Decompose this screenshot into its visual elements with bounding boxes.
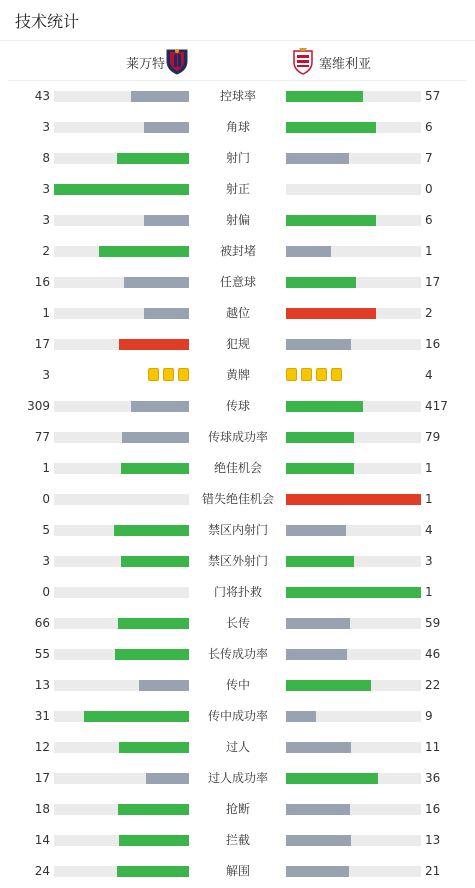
home-stat-bar-fill xyxy=(115,649,189,660)
home-stat-bar-track xyxy=(54,649,189,660)
home-stat-bar-fill xyxy=(131,91,189,102)
away-stat-value: 36 xyxy=(425,771,441,785)
away-stat-bar-track xyxy=(286,835,421,846)
away-stat-bar-track xyxy=(286,773,421,784)
section-title: 技术统计 xyxy=(15,12,80,31)
away-stat-bar-track xyxy=(286,122,421,133)
home-stat-bar-fill xyxy=(144,215,189,226)
home-stat-value: 2 xyxy=(42,244,50,258)
away-stat-bar-track xyxy=(286,432,421,443)
home-stat-bar-fill xyxy=(119,742,189,753)
away-stat-bar-track xyxy=(286,463,421,474)
home-stat-bar-fill xyxy=(99,246,189,257)
home-stat-bar-fill xyxy=(54,184,189,195)
home-stat-bar-track xyxy=(54,91,189,102)
home-stat-bar-track xyxy=(54,680,189,691)
home-stat-bar-track xyxy=(54,525,189,536)
away-stat-bar-fill xyxy=(286,773,378,784)
away-stat-value: 9 xyxy=(425,709,433,723)
away-stat-bar-fill xyxy=(286,556,354,567)
sevilla-crest-icon[interactable] xyxy=(291,47,315,75)
stat-row xyxy=(0,453,475,484)
home-stat-value: 3 xyxy=(42,368,50,382)
away-stat-value: 16 xyxy=(425,802,441,816)
away-stat-value: 417 xyxy=(425,399,448,413)
away-stat-value: 2 xyxy=(425,306,433,320)
home-stat-bar-fill xyxy=(117,866,189,877)
stat-label: 过人 xyxy=(225,740,250,754)
stat-row xyxy=(0,484,475,515)
home-stat-bar-fill xyxy=(122,432,189,443)
away-stat-value: 1 xyxy=(425,492,433,506)
away-stat-value: 1 xyxy=(425,585,433,599)
stat-label: 传中 xyxy=(225,678,250,692)
stat-row xyxy=(0,112,475,143)
stat-label: 拦截 xyxy=(225,833,250,847)
stat-row xyxy=(0,825,475,856)
home-stat-bar-track xyxy=(54,122,189,133)
levante-crest-icon[interactable] xyxy=(165,47,189,75)
team-header xyxy=(8,41,466,81)
away-stat-value: 4 xyxy=(425,368,433,382)
away-stat-bar-fill xyxy=(286,339,351,350)
away-stat-bar-track xyxy=(286,494,421,505)
home-stat-value: 12 xyxy=(34,740,50,754)
stat-row xyxy=(0,391,475,422)
away-stat-value: 16 xyxy=(425,337,441,351)
away-stat-value: 0 xyxy=(425,182,433,196)
home-stat-bar-fill xyxy=(84,711,189,722)
away-stat-bar-track xyxy=(286,525,421,536)
home-stat-value: 18 xyxy=(34,802,50,816)
home-stat-bar-fill xyxy=(114,525,189,536)
home-stat-bar-fill xyxy=(144,122,189,133)
home-stat-bar-track xyxy=(54,773,189,784)
stat-row xyxy=(0,205,475,236)
home-stat-bar-track xyxy=(54,556,189,567)
stat-row xyxy=(0,670,475,701)
home-stat-bar-fill xyxy=(118,618,189,629)
stat-row xyxy=(0,360,475,391)
stat-row xyxy=(0,515,475,546)
home-yellow-cards xyxy=(148,368,189,382)
stat-row xyxy=(0,81,475,112)
home-stat-bar-track xyxy=(54,246,189,257)
away-stat-bar-track xyxy=(286,246,421,257)
home-stat-bar-fill xyxy=(119,835,189,846)
home-stat-bar-fill xyxy=(117,153,189,164)
home-stat-bar-track xyxy=(54,494,189,505)
home-stat-value: 66 xyxy=(34,616,50,630)
away-stat-bar-fill xyxy=(286,866,349,877)
home-stat-value: 309 xyxy=(27,399,50,413)
away-stat-bar-fill xyxy=(286,649,347,660)
away-stat-value: 79 xyxy=(425,430,441,444)
stat-label: 错失绝佳机会 xyxy=(201,492,274,506)
away-stat-bar-fill xyxy=(286,463,354,474)
away-stat-bar-track xyxy=(286,618,421,629)
home-stat-bar-track xyxy=(54,742,189,753)
away-stat-bar-fill xyxy=(286,215,376,226)
away-stat-value: 1 xyxy=(425,461,433,475)
away-stat-bar-fill xyxy=(286,432,354,443)
stat-label: 传球成功率 xyxy=(207,430,268,444)
away-stat-bar-track xyxy=(286,711,421,722)
home-team-name[interactable]: 莱万特 xyxy=(126,57,166,72)
away-stat-bar-track xyxy=(286,680,421,691)
away-stat-bar-track xyxy=(286,153,421,164)
home-stat-bar-track xyxy=(54,339,189,350)
away-stat-bar-fill xyxy=(286,835,351,846)
away-stat-bar-fill xyxy=(286,804,350,815)
stat-row xyxy=(0,546,475,577)
home-stat-bar-track xyxy=(54,432,189,443)
home-stat-bar-track xyxy=(54,153,189,164)
home-stat-bar-track xyxy=(54,711,189,722)
away-stat-bar-track xyxy=(286,308,421,319)
away-stat-bar-fill xyxy=(286,525,346,536)
stat-label: 任意球 xyxy=(219,275,256,289)
away-stat-value: 11 xyxy=(425,740,441,754)
stat-row xyxy=(0,732,475,763)
away-stat-bar-fill xyxy=(286,246,331,257)
home-stat-bar-fill xyxy=(118,804,189,815)
yellow-card-icon xyxy=(301,368,312,381)
away-stat-value: 21 xyxy=(425,864,441,878)
away-stat-bar-fill xyxy=(286,122,376,133)
away-stat-bar-fill xyxy=(286,277,356,288)
away-stat-value: 1 xyxy=(425,244,433,258)
stat-label: 禁区内射门 xyxy=(207,523,268,537)
yellow-card-icon xyxy=(286,368,297,381)
away-stat-value: 22 xyxy=(425,678,441,692)
stat-row xyxy=(0,174,475,205)
away-stat-value: 7 xyxy=(425,151,433,165)
home-stat-value: 14 xyxy=(34,833,50,847)
home-stat-value: 43 xyxy=(34,89,50,103)
home-stat-value: 31 xyxy=(34,709,50,723)
away-stat-bar-track xyxy=(286,866,421,877)
home-stat-bar-fill xyxy=(146,773,189,784)
home-stat-value: 8 xyxy=(42,151,50,165)
away-stat-bar-track xyxy=(286,804,421,815)
home-stat-bar-fill xyxy=(131,401,189,412)
home-stat-bar-track xyxy=(54,401,189,412)
away-stat-value: 6 xyxy=(425,120,433,134)
away-team-name[interactable]: 塞维利亚 xyxy=(319,57,372,72)
away-stat-bar-track xyxy=(286,401,421,412)
away-stat-bar-track xyxy=(286,587,421,598)
away-stat-bar-fill xyxy=(286,711,316,722)
stat-label: 绝佳机会 xyxy=(213,461,262,475)
yellow-card-icon xyxy=(148,368,159,381)
home-stat-value: 55 xyxy=(34,647,50,661)
home-stat-value: 3 xyxy=(42,120,50,134)
stat-label: 黄牌 xyxy=(225,368,250,382)
away-stat-value: 57 xyxy=(425,89,441,103)
stat-label: 控球率 xyxy=(219,89,256,103)
home-stat-value: 0 xyxy=(42,585,50,599)
away-stat-bar-fill xyxy=(286,680,371,691)
stat-row xyxy=(0,267,475,298)
away-yellow-cards xyxy=(286,368,342,382)
stat-label: 长传 xyxy=(225,616,250,630)
home-stat-bar-track xyxy=(54,215,189,226)
away-stat-bar-fill xyxy=(286,401,363,412)
home-stat-value: 0 xyxy=(42,492,50,506)
stat-label: 解围 xyxy=(225,864,250,878)
stat-row xyxy=(0,143,475,174)
stat-label: 射偏 xyxy=(225,213,250,227)
home-stat-bar-track xyxy=(54,835,189,846)
home-stat-value: 3 xyxy=(42,213,50,227)
away-stat-bar-track xyxy=(286,184,421,195)
away-stat-bar-fill xyxy=(286,618,350,629)
away-stat-bar-track xyxy=(286,556,421,567)
away-stat-bar-track xyxy=(286,277,421,288)
stat-label: 门将扑救 xyxy=(213,585,262,599)
yellow-card-icon xyxy=(316,368,327,381)
away-stat-value: 13 xyxy=(425,833,441,847)
home-stat-bar-fill xyxy=(144,308,189,319)
stat-label: 过人成功率 xyxy=(207,771,268,785)
home-stat-bar-track xyxy=(54,866,189,877)
away-stat-bar-track xyxy=(286,91,421,102)
home-stat-value: 3 xyxy=(42,182,50,196)
section-header xyxy=(0,0,475,41)
away-stat-bar-track xyxy=(286,649,421,660)
home-stat-value: 1 xyxy=(42,461,50,475)
home-stat-bar-track xyxy=(54,587,189,598)
home-stat-bar-track xyxy=(54,308,189,319)
stat-row xyxy=(0,298,475,329)
away-stat-bar-track xyxy=(286,742,421,753)
home-stat-value: 13 xyxy=(34,678,50,692)
away-stat-bar-fill xyxy=(286,308,376,319)
home-stat-value: 1 xyxy=(42,306,50,320)
home-stat-value: 24 xyxy=(34,864,50,878)
away-stat-value: 6 xyxy=(425,213,433,227)
home-stat-bar-track xyxy=(54,277,189,288)
stat-label: 被封堵 xyxy=(219,244,256,258)
stat-label: 禁区外射门 xyxy=(207,554,268,568)
stat-label: 长传成功率 xyxy=(207,647,268,661)
home-stat-bar-fill xyxy=(121,463,189,474)
home-stat-bar-fill xyxy=(124,277,189,288)
stat-label: 角球 xyxy=(225,120,250,134)
stat-row xyxy=(0,794,475,825)
stat-row xyxy=(0,422,475,453)
stat-label: 传中成功率 xyxy=(207,709,268,723)
home-stat-bar-track xyxy=(54,184,189,195)
home-stat-value: 3 xyxy=(42,554,50,568)
away-stat-value: 17 xyxy=(425,275,441,289)
home-stat-value: 17 xyxy=(34,337,50,351)
stat-row xyxy=(0,763,475,794)
away-stat-bar-fill xyxy=(286,742,351,753)
yellow-card-icon xyxy=(178,368,189,381)
stat-label: 射正 xyxy=(225,182,250,196)
home-stat-bar-track xyxy=(54,804,189,815)
away-stat-value: 3 xyxy=(425,554,433,568)
away-stat-bar-fill xyxy=(286,587,421,598)
away-stat-bar-fill xyxy=(286,153,349,164)
away-stat-bar-track xyxy=(286,215,421,226)
stat-label: 越位 xyxy=(225,306,250,320)
stat-row xyxy=(0,329,475,360)
stat-label: 抢断 xyxy=(225,802,250,816)
away-stat-value: 46 xyxy=(425,647,441,661)
stat-row xyxy=(0,856,475,887)
stat-row xyxy=(0,577,475,608)
home-stat-value: 17 xyxy=(34,771,50,785)
yellow-card-icon xyxy=(163,368,174,381)
stat-label: 传球 xyxy=(225,399,250,413)
home-stat-bar-fill xyxy=(121,556,189,567)
home-stat-value: 77 xyxy=(34,430,50,444)
home-stat-bar-fill xyxy=(139,680,189,691)
stat-row xyxy=(0,236,475,267)
home-stat-bar-track xyxy=(54,463,189,474)
stat-label: 犯规 xyxy=(225,337,250,351)
home-stat-bar-fill xyxy=(119,339,189,350)
home-stat-value: 5 xyxy=(42,523,50,537)
stat-row xyxy=(0,701,475,732)
home-stat-bar-track xyxy=(54,618,189,629)
home-stat-value: 16 xyxy=(34,275,50,289)
stat-label: 射门 xyxy=(225,151,250,165)
away-stat-bar-fill xyxy=(286,91,363,102)
stat-row xyxy=(0,639,475,670)
away-stat-bar-fill xyxy=(286,494,421,505)
away-stat-value: 4 xyxy=(425,523,433,537)
stat-row xyxy=(0,608,475,639)
yellow-card-icon xyxy=(331,368,342,381)
away-stat-value: 59 xyxy=(425,616,441,630)
away-stat-bar-track xyxy=(286,339,421,350)
